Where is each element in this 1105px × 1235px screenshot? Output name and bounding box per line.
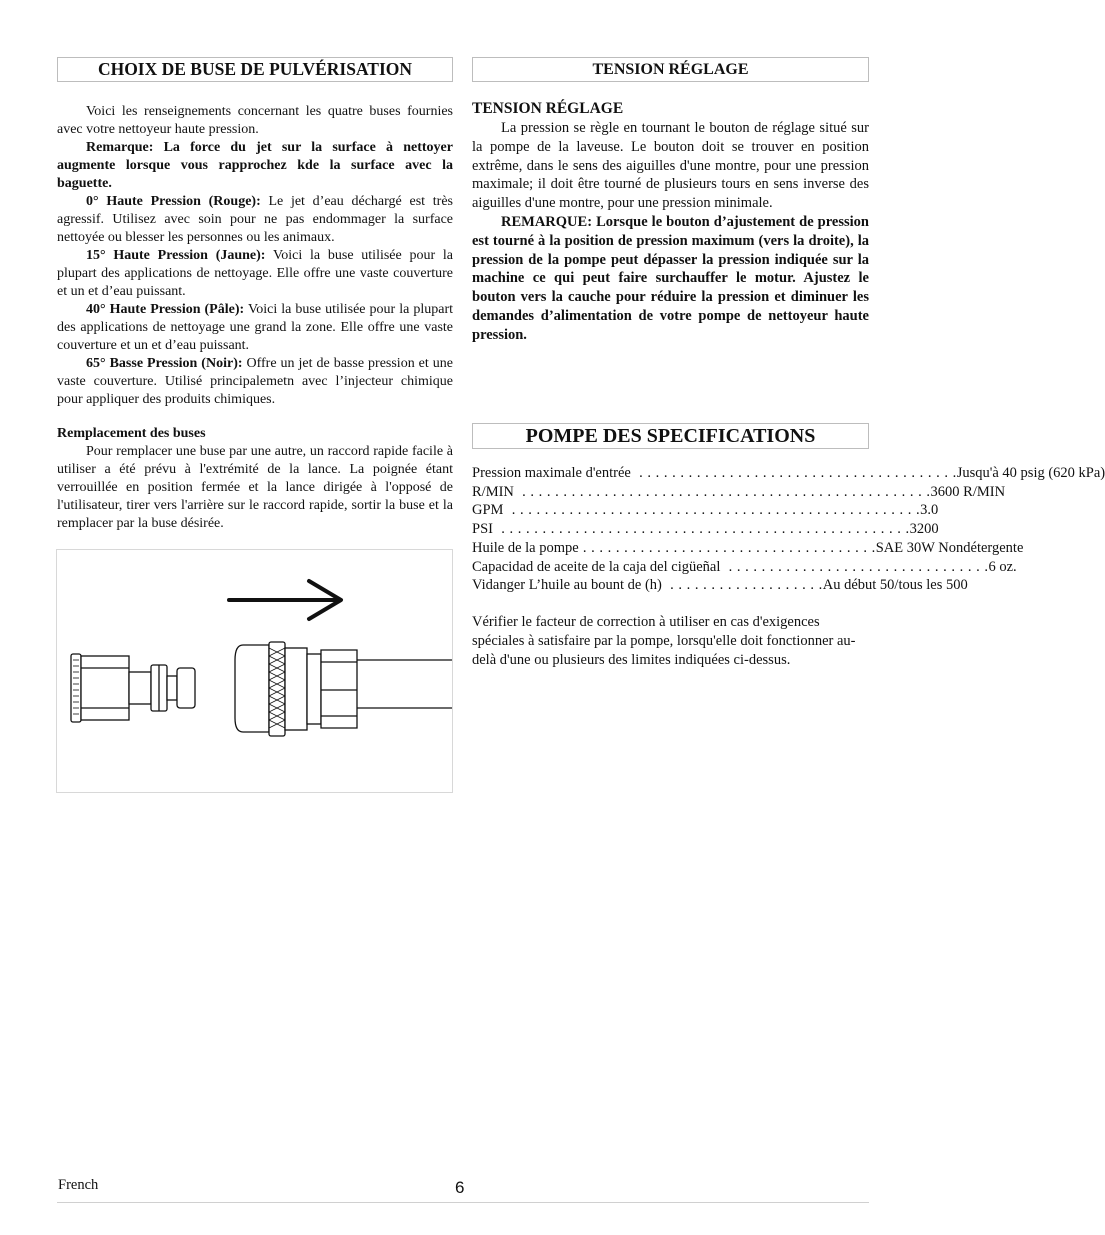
right-column-header <box>472 57 869 82</box>
nozzle-info-block <box>57 103 453 409</box>
left-column <box>57 57 453 82</box>
specs-note: Vérifier le facteur de correction à utiliser en cas d'exigences spéciales à satisfaire par la pompe, lorsqu'elle doit fonctionner au-delà d'une ou plusieurs des limites indiquées ci-dessus. <box>472 613 856 668</box>
nozzle-15-paragraph <box>57 247 453 301</box>
pump-specs-list <box>472 464 1105 669</box>
spec-row-inlet-pressure: Pression maximale d'entrée . . . . . . . . . . . . . . . . . . . . . . . . . . . . . . . . . . . . . . . Jusqu'à 40 psig (620 kPa) <box>472 465 1105 481</box>
footer-language: French <box>58 1177 99 1193</box>
pump-specs-block <box>472 423 869 449</box>
spec-row-oil-change: Vidanger L’huile au bount de (h) . . . . . . . . . . . . . . . . . . . Au début 50/tous les 500 <box>472 577 968 594</box>
nozzle-icon <box>71 654 195 722</box>
section-header-tension: TENSION RÉGLAGE <box>472 57 869 82</box>
nozzle-0-text: Le jet d’eau déchargé est très agressif. Utilisez avec soin pour ne pas endommager la surface nettoyée ou blesser les personnes ou les animaux. <box>57 194 453 245</box>
nozzle-0-paragraph <box>57 193 453 247</box>
nozzle-40-label: 40° Haute Pression (Pâle): <box>86 302 245 317</box>
spec-row-pump-oil: Huile de la pompe . . . . . . . . . . . . . . . . . . . . . . . . . . . . . . . . . . . . SAE 30W Nondétergente <box>472 539 1024 556</box>
tension-remark: REMARQUE: Lorsque le bouton d’ajustement de pression est tourné à la position de pression maximum (vers la droite), la pression de la pompe peut dépasser la pression indiquée sur la machine ce qui peut faire surchauffer le motur. Ajustez le bouton vers la cauche pour réduire la pression et diminuer les demandes d’alimentation de votre pompe de nettoyeur haute pression. <box>472 213 869 343</box>
nozzle-0-label: 0° Haute Pression (Rouge): <box>86 194 261 209</box>
spec-row-rpm: R/MIN . . . . . . . . . . . . . . . . . . . . . . . . . . . . . . . . . . . . . . . . . . . . . . . . . . 3600 R/MIN <box>472 483 1006 500</box>
nozzle-40-paragraph <box>57 301 453 355</box>
section-header-nozzle-choice: CHOIX DE BUSE DE PULVÉRISATION <box>57 57 453 82</box>
footer-divider <box>57 1202 869 1203</box>
pump-specs-title: POMPE DES SPECIFICATIONS <box>472 423 869 449</box>
intro-paragraph: Voici les renseignements concernant les quatre buses fournies avec votre nettoyeur haute pression. <box>57 104 453 137</box>
page-number: 6 <box>455 1178 465 1197</box>
nozzle-15-label: 15° Haute Pression (Jaune): <box>86 248 266 263</box>
nozzle-replacement-block <box>57 425 453 533</box>
nozzle-15-text: Voici la buse utilisée pour la plupart des applications de nettoyage. Elle offre une vaste couverture et un et d’eau puissant. <box>57 248 453 299</box>
tension-paragraph: La pression se règle en tournant le bouton de réglage situé sur la pompe de la laveuse. Le bouton doit se trouver en position extrême, dans le sens des aiguilles d'une montre, pour une pression maximale; il doit être tourné de plusieurs tours en sens inverse des aiguilles d'une montre, pour une pression minimale. <box>472 120 869 212</box>
nozzle-65-label: 65° Basse Pression (Noir): <box>86 356 243 371</box>
spec-row-psi: PSI . . . . . . . . . . . . . . . . . . . . . . . . . . . . . . . . . . . . . . . . . . . . . . . . . . 3200 <box>472 521 939 538</box>
nozzle-65-text: Offre un jet de basse pression et une vaste couverture. Utilisé principalemetn avec l’injecteur chimique pour appliquer des produits chimiques. <box>57 356 453 407</box>
quick-connect-figure <box>56 549 453 793</box>
replacement-paragraph: Pour remplacer une buse par une autre, un raccord rapide facile à utiliser a été prévu à l'extrémité de la lance. La poignée étant verrouillée en position fermée et la lance dirigée à l'opposé de l'utilisateur, tirer vers l'arrière sur le raccord rapide, sortir la buse et la remplacer par la buse désirée. <box>57 444 453 531</box>
replacement-title: Remplacement des buses <box>57 426 206 441</box>
coupler-icon <box>235 642 452 736</box>
pull-arrow-icon <box>229 581 341 619</box>
nozzle-65-paragraph <box>57 355 453 409</box>
spec-row-oil-capacity: Capacidad de aceite de la caja del cigüeñal . . . . . . . . . . . . . . . . . . . . . . . . . . . . . . . . 6 oz. <box>472 558 1017 575</box>
remark-paragraph: Remarque: La force du jet sur la surface à nettoyer augmente lorsque vous rapprochez kde la surface avec la baguette. <box>57 140 453 191</box>
quick-connect-illustration <box>57 550 452 792</box>
nozzle-40-text: Voici la buse utilisée pour la plupart des applications de nettoyage une grand la zone. Elle offre une vaste couverture et un et d’eau puissant. <box>57 302 454 353</box>
tension-subtitle: TENSION RÉGLAGE <box>472 100 624 117</box>
spec-row-gpm: GPM . . . . . . . . . . . . . . . . . . . . . . . . . . . . . . . . . . . . . . . . . . . . . . . . . . 3.0 <box>472 502 939 519</box>
tension-block <box>472 99 869 345</box>
